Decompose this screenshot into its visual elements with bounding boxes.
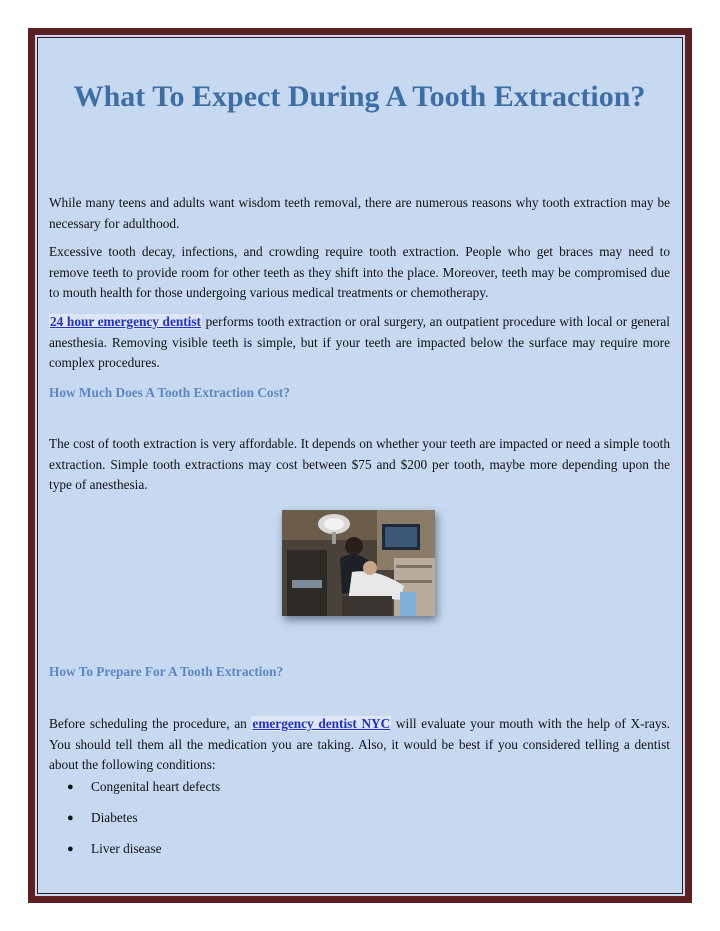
bullet-icon: ● <box>67 843 74 855</box>
condition-label: Diabetes <box>91 810 138 825</box>
intro-paragraph: While many teens and adults want wisdom teeth removal, there are numerous reasons why tooth extraction may be necessary for adulthood. <box>49 195 670 231</box>
cost-heading: How Much Does A Tooth Extraction Cost? <box>49 385 290 400</box>
bullet-icon: ● <box>67 812 74 824</box>
condition-label: Liver disease <box>91 841 162 856</box>
list-item <box>49 808 649 839</box>
procedure-paragraph <box>49 312 670 374</box>
prepare-paragraph <box>49 714 670 776</box>
bullet-icon: ● <box>67 781 74 793</box>
cost-paragraph: The cost of tooth extraction is very affordable. It depends on whether your teeth are impacted or need a simple tooth extraction. Simple tooth extractions may cost between $75 and $200 per tooth, maybe more depending upon the type of anesthesia. <box>49 436 670 492</box>
dentist-photo <box>282 510 435 616</box>
conditions-list <box>49 777 649 870</box>
condition-label: Congenital heart defects <box>91 779 221 794</box>
emergency-dentist-nyc-link[interactable]: emergency dentist NYC <box>252 716 391 731</box>
list-item <box>49 839 649 870</box>
prepare-text-after: will evaluate your mouth with the help of X-rays. You should tell them all the medication you are taking. Also, it would be best if you considered telling a dentist about the following conditions: <box>49 716 670 772</box>
dental-office-image <box>282 510 435 616</box>
page-title: What To Expect During A Tooth Extraction? <box>73 80 646 113</box>
reasons-paragraph: Excessive tooth decay, infections, and crowding require tooth extraction. People who get braces may need to remove teeth to provide room for other teeth as they shift into the place. Moreover, teeth may be compromised due to mouth health for those undergoing various medical treatments or chemotherapy. <box>49 244 670 300</box>
prepare-heading: How To Prepare For A Tooth Extraction? <box>49 664 284 679</box>
prepare-text-before: Before scheduling the procedure, an <box>49 716 252 731</box>
emergency-dentist-link[interactable]: 24 hour emergency dentist <box>50 314 201 329</box>
document-page <box>28 28 692 903</box>
procedure-text: performs tooth extraction or oral surgery, an outpatient procedure with local or general anesthesia. Removing visible teeth is simple, but if your teeth are impacted below the surface may require more complex procedures. <box>49 314 670 370</box>
list-item <box>49 777 649 808</box>
